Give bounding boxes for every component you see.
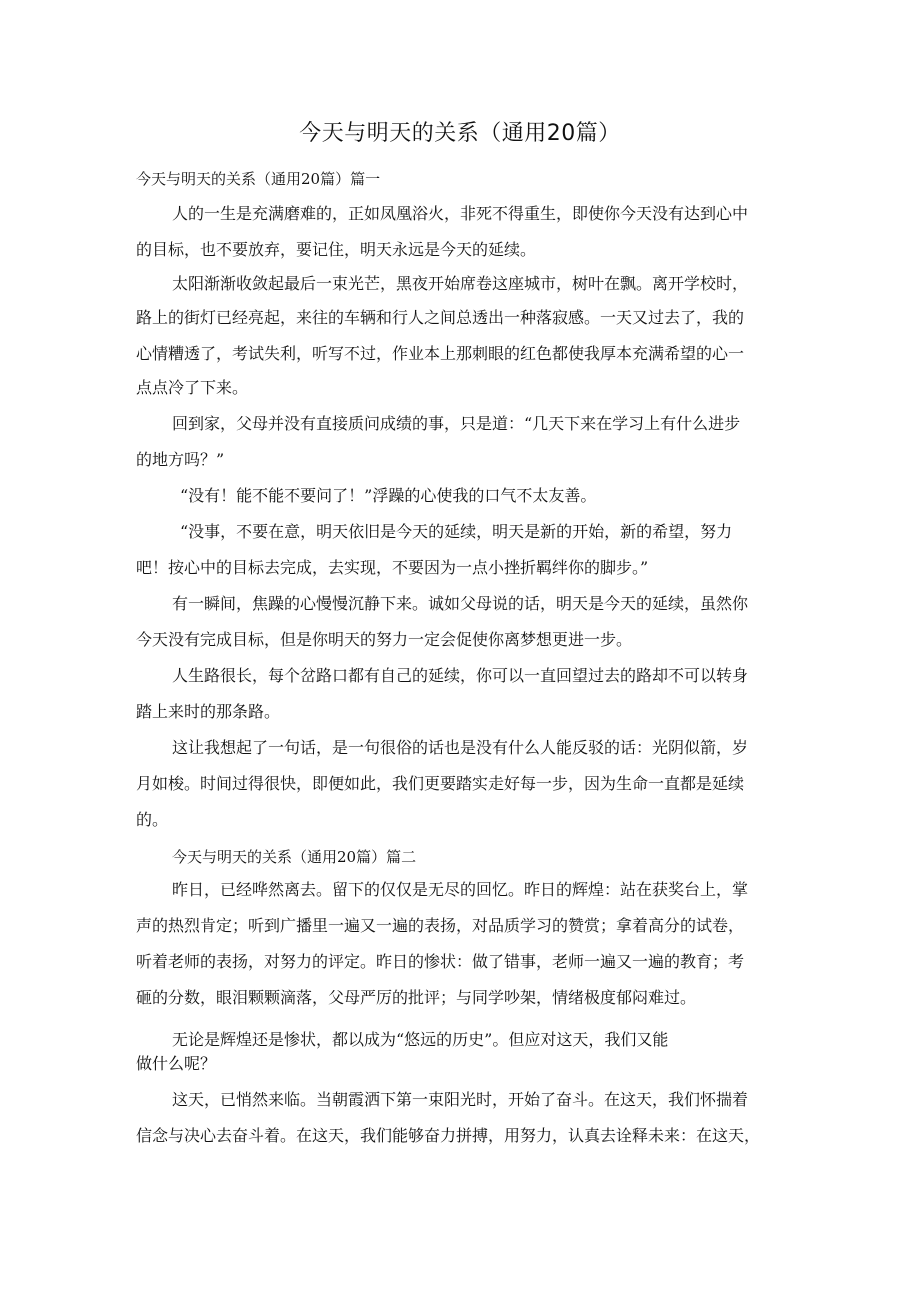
- paragraph-line: 踏上来时的那条路。: [136, 702, 281, 721]
- section-heading-2: 今天与明天的关系（通用20篇）篇二: [172, 848, 417, 866]
- section-heading-1: 今天与明天的关系（通用20篇）篇一: [136, 170, 381, 188]
- paragraph-line: “没事，不要在意，明天依旧是今天的延续，明天是新的开始，新的希望，努力: [180, 522, 733, 541]
- paragraph-line: 这让我想起了一句话，是一句很俗的话也是没有什么人能反驳的话：光阴似箭，岁: [172, 738, 749, 757]
- paragraph-line: 回到家，父母并没有直接质问成绩的事，只是道：“几天下来在学习上有什么进步: [172, 414, 741, 433]
- paragraph-line: 人的一生是充满磨难的，正如凤凰浴火，非死不得重生，即使你今天没有达到心中: [172, 204, 749, 223]
- paragraph-line: 无论是辉煌还是惨状，都以成为“悠远的历史”。但应对这天，我们又能: [172, 1030, 669, 1049]
- paragraph-line: 今天没有完成目标，但是你明天的努力一定会促使你离梦想更进一步。: [136, 630, 633, 649]
- document-title: 今天与明天的关系（通用20篇）: [299, 121, 621, 146]
- paragraph-line: 的。: [136, 810, 169, 829]
- paragraph-line: 人生路很长，每个岔路口都有自己的延续，你可以一直回望过去的路却不可以转身: [172, 666, 749, 685]
- paragraph-line: 有一瞬间，焦躁的心慢慢沉静下来。诚如父母说的话，明天是今天的延续，虽然你: [172, 594, 749, 613]
- paragraph-line: 太阳渐渐收敛起最后一束光芒，黑夜开始席卷这座城市，树叶在飘。离开学校时，: [172, 274, 749, 293]
- paragraph-line: 路上的街灯已经亮起，来往的车辆和行人之间总透出一种落寂感。一天又过去了，我的: [136, 308, 745, 327]
- paragraph-line: 的目标，也不要放弃，要记住，明天永远是今天的延续。: [136, 240, 537, 259]
- paragraph-line: “没有！能不能不要问了！”浮躁的心使我的口气不太友善。: [180, 486, 597, 505]
- paragraph-line: 月如梭。时间过得很快，即便如此，我们更要踏实走好每一步，因为生命一直都是延续: [136, 774, 745, 793]
- paragraph-line: 点点冷了下来。: [136, 378, 249, 397]
- paragraph-line: 做什么呢？: [136, 1054, 217, 1073]
- paragraph-line: 心情糟透了，考试失利，听写不过，作业本上那刺眼的红色都使我厚本充满希望的心一: [136, 344, 745, 363]
- paragraph-line: 的地方吗？”: [136, 450, 225, 469]
- paragraph-line: 昨日，已经哗然离去。留下的仅仅是无尽的回忆。昨日的辉煌：站在获奖台上，掌: [172, 880, 749, 899]
- paragraph-line: 这天，已悄然来临。当朝霞洒下第一束阳光时，开始了奋斗。在这天，我们怀揣着: [172, 1090, 749, 1109]
- paragraph-line: 吧！按心中的目标去完成，去实现，不要因为一点小挫折羁绊你的脚步。”: [136, 558, 649, 577]
- paragraph-line: 砸的分数，眼泪颗颗滴落，父母严厉的批评；与同学吵架，情绪极度郁闷难过。: [136, 988, 697, 1007]
- paragraph-line: 声的热烈肯定；听到广播里一遍又一遍的表扬，对品质学习的赞赏；拿着高分的试卷，: [136, 916, 745, 935]
- paragraph-line: 听着老师的表扬，对努力的评定。昨日的惨状：做了错事，老师一遍又一遍的教育；考: [136, 952, 745, 971]
- paragraph-line: 信念与决心去奋斗着。在这天，我们能够奋力拼搏，用努力，认真去诠释未来：在这天，: [136, 1126, 761, 1145]
